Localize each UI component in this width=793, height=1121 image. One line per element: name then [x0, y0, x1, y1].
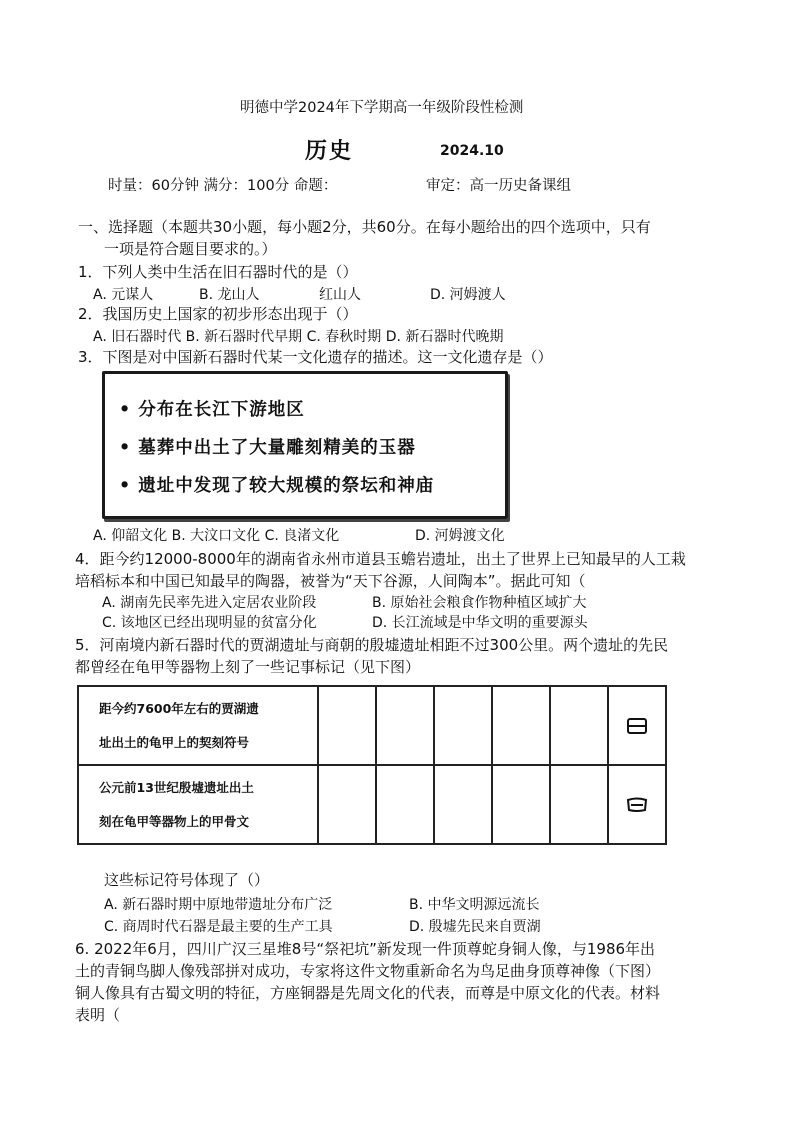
table-cell: [550, 765, 608, 844]
q5-option-c: C. 商周时代石器是最主要的生产工具: [104, 919, 333, 935]
oracle-eye-symbol: [609, 797, 665, 813]
q5-option-a: A. 新石器时期中原地带遗址分布广泛: [104, 897, 333, 913]
q2-options: A. 旧石器时代 B. 新石器时代早期 C. 春秋时期 D. 新石器时代晚期: [93, 329, 504, 345]
q3-stem: 3．下图是对中国新石器时代某一文化遗存的描述。这一文化遗存是（）: [78, 348, 553, 366]
q5-line2: 都曾经在龟甲等器物上刻了一些记事标记（见下图）: [75, 658, 421, 676]
jiahu-label-line2: 址出土的龟甲上的契刻符号: [99, 734, 250, 750]
q5-option-d: D. 殷墟先民来自贾湖: [409, 919, 541, 935]
table-cell: [492, 686, 550, 765]
q3-option-d: D. 河姆渡文化: [415, 528, 505, 544]
q1-option-a: A. 元谋人: [93, 287, 154, 303]
q5-line1: 5．河南境内新石器时代的贾湖遗址与商朝的殷墟遗址相距不过300公里。两个遗址的先民: [75, 636, 669, 654]
symbol-comparison-table: [77, 685, 667, 845]
section-heading-line1: 一、选择题（本题共30小题，每小题2分，共60分。在每小题给出的四个选项中，只有: [78, 218, 651, 236]
yinxu-label: [78, 765, 318, 844]
q1-options: [93, 284, 653, 304]
reviewer: 审定：高一历史备课组: [426, 178, 571, 194]
yinxu-symbol-cell: [608, 765, 666, 844]
q2-stem: 2．我国历史上国家的初步形态出现于（）: [78, 305, 358, 323]
q1-option-c: 红山人: [319, 287, 361, 303]
exam-meta: [108, 174, 571, 195]
table-cell: [434, 686, 492, 765]
table-cell: [434, 765, 492, 844]
section-heading-line2: 一项是符合题目要求的。）: [104, 240, 277, 258]
q6-line1: 6. 2022年6月，四川广汉三星堆8号“祭祀坑”新发现一件顶尊蛇身铜人像，与1986年出: [75, 940, 656, 958]
q4-line2: 培稻标本和中国已知最早的陶器，被誉为“天下谷源，人间陶本”。据此可知（: [75, 572, 586, 590]
q6-line3: 铜人像具有古蜀文明的特征，方座铜器是先周文化的代表，而尊是中原文化的代表。材料: [75, 984, 661, 1002]
yinxu-label-line2: 刻在龟甲等器物上的甲骨文: [99, 813, 250, 829]
time-score-author: 时量：60分钟 满分：100分 命题：: [108, 178, 338, 194]
jiahu-label-line1: 距今约7600年左右的贾湖遗: [99, 700, 259, 716]
table-cell: [376, 686, 434, 765]
table-cell: [492, 765, 550, 844]
q4-line1: 4．距今约12000-8000年的湖南省永州市道县玉蟾岩遗址，出土了世界上已知最早的人工栽: [75, 550, 686, 568]
q1-option-d: D. 河姆渡人: [430, 287, 506, 303]
q1-option-b: B. 龙山人: [199, 287, 260, 303]
yinxu-label-line1: 公元前13世纪殷墟遗址出土: [99, 779, 254, 795]
jiahu-eye-symbol: [609, 717, 665, 735]
table-cell: [318, 686, 376, 765]
q5-options-row2: [104, 916, 664, 936]
q4-options-row2: [102, 612, 662, 632]
subject-title: 历史: [305, 139, 354, 164]
section-heading: [78, 216, 651, 260]
jiahu-label: [78, 686, 318, 765]
q4-option-c: C. 该地区已经出现明显的贫富分化: [102, 615, 317, 631]
q3-options-abc: A. 仰韶文化 B. 大汶口文化 C. 良渚文化: [93, 528, 340, 544]
q4-option-a: A. 湖南先民率先进入定居农业阶段: [102, 595, 317, 611]
table-row: [78, 765, 666, 844]
q3-box-line1: • 分布在长江下游地区: [119, 400, 305, 420]
table-cell: [318, 765, 376, 844]
exam-date: 2024.10: [440, 143, 504, 159]
q6-line2: 土的青铜鸟脚人像残部拼对成功，专家将这件文物重新命名为鸟足曲身顶尊神像（下图）: [75, 962, 661, 980]
q3-box-line3: • 遗址中发现了较大规模的祭坛和神庙: [119, 476, 435, 496]
exam-title: 明德中学2024年下学期高一年级阶段性检测: [240, 100, 524, 116]
table-cell: [376, 765, 434, 844]
table-row: [78, 686, 666, 765]
q6-line4: 表明（: [75, 1006, 121, 1024]
q3-box-line2: • 墓葬中出土了大量雕刻精美的玉器: [119, 438, 416, 458]
q4-option-d: D. 长江流域是中华文明的重要源头: [372, 615, 588, 631]
table-cell: [550, 686, 608, 765]
q5-option-b: B. 中华文明源远流长: [409, 897, 540, 913]
q5-prompt: 这些标记符号体现了（）: [104, 871, 270, 889]
q1-stem: 1．下列人类中生活在旧石器时代的是（）: [78, 263, 358, 281]
q5-options-row1: [104, 894, 664, 914]
q4-option-b: B. 原始社会粮食作物种植区域扩大: [372, 595, 587, 611]
jiahu-symbol-cell: [608, 686, 666, 765]
q3-options: [93, 525, 593, 545]
q4-options-row1: [102, 592, 662, 612]
q3-description-box: [102, 371, 508, 519]
